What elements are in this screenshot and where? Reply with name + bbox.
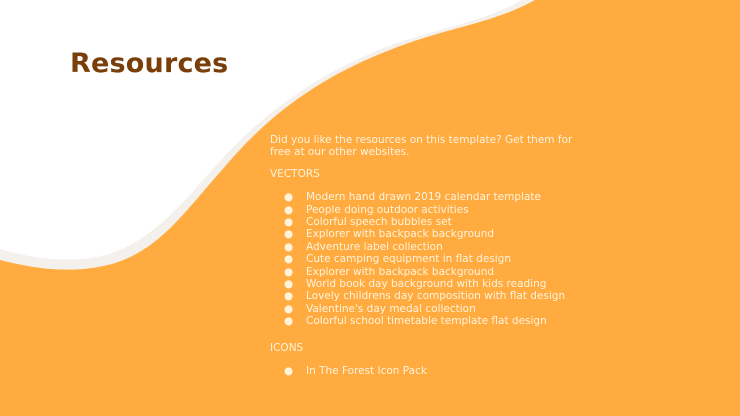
vectors-list [270, 191, 580, 327]
list-item-label: Lovely childrens day composition with flat design [306, 290, 566, 303]
icons-label: ICONS [270, 341, 304, 354]
list-item[interactable] [270, 216, 580, 228]
bullet-icon: ● [284, 228, 294, 241]
icons-list [270, 365, 580, 377]
bullet-icon: ● [284, 216, 294, 229]
bullet-icon: ● [284, 203, 294, 216]
page-title: Resources [70, 48, 229, 79]
list-item-label: Colorful school timetable template flat design [306, 315, 547, 328]
list-item-label: Colorful speech bubbles set [306, 216, 452, 229]
list-item[interactable] [270, 191, 580, 203]
bullet-icon: ● [284, 240, 294, 253]
list-item-label: In The Forest Icon Pack [306, 365, 427, 378]
bullet-icon: ● [284, 315, 294, 328]
list-item[interactable] [270, 253, 580, 265]
list-item[interactable] [270, 365, 580, 377]
list-item[interactable] [270, 290, 580, 302]
list-item[interactable] [270, 266, 580, 278]
list-item[interactable] [270, 278, 580, 290]
list-item-label: Explorer with backpack background [306, 265, 495, 278]
list-item-label: Adventure label collection [306, 240, 443, 253]
list-item[interactable] [270, 315, 580, 327]
list-item-label: Valentine's day medal collection [306, 302, 476, 315]
bullet-icon: ● [284, 302, 294, 315]
list-item-label: Modern hand drawn 2019 calendar template [306, 191, 541, 204]
list-item-label: People doing outdoor activities [306, 203, 469, 216]
list-item[interactable] [270, 204, 580, 216]
bullet-icon: ● [284, 290, 294, 303]
list-item-label: World book day background with kids reading [306, 278, 547, 291]
bullet-icon: ● [284, 191, 294, 204]
bullet-icon: ● [284, 253, 294, 266]
list-item-label: Cute camping equipment in flat design [306, 253, 511, 266]
bullet-icon: ● [284, 365, 294, 378]
list-item[interactable] [270, 241, 580, 253]
intro-text: Did you like the resources on this template? Get them for free at our other websites. [270, 134, 573, 159]
list-item-label: Explorer with backpack background [306, 228, 495, 241]
list-item[interactable] [270, 228, 580, 240]
bullet-icon: ● [284, 265, 294, 278]
list-item[interactable] [270, 303, 580, 315]
bullet-icon: ● [284, 278, 294, 291]
resources-content [270, 134, 580, 378]
vectors-label: VECTORS [270, 167, 320, 180]
